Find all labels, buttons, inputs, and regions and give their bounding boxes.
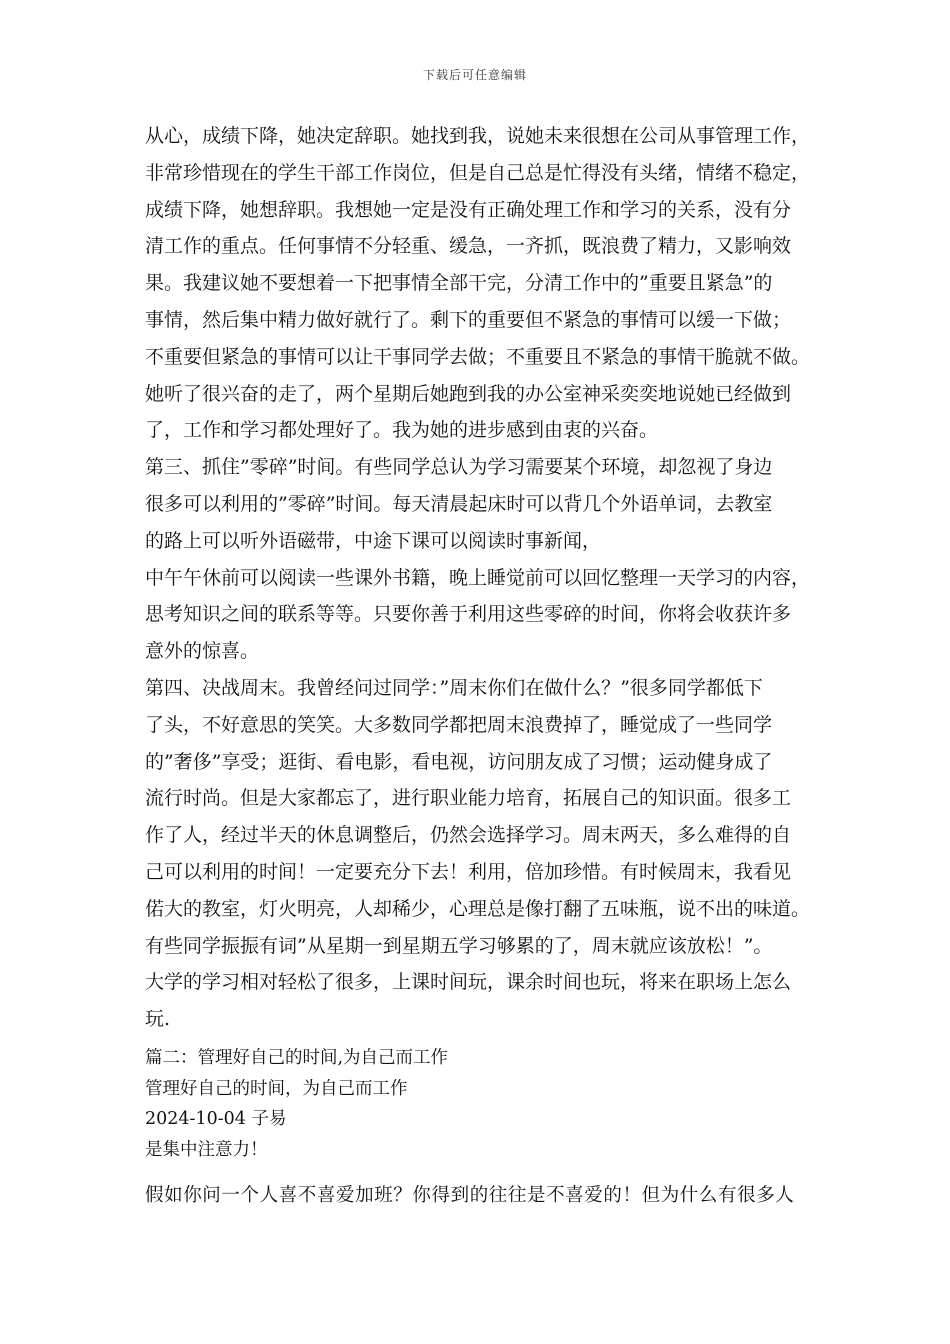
text-line: 从心，成绩下降，她决定辞职。她找到我，说她未来很想在公司从事管理工作，: [145, 125, 811, 147]
text-line: 中午午休前可以阅读一些课外书籍，晚上睡觉前可以回忆整理一天学习的内容，: [145, 566, 811, 589]
article-title: 管理好自己的时间，为自己而工作: [145, 1078, 408, 1099]
section-title: 篇二：管理好自己的时间,为自己而工作: [145, 1048, 449, 1068]
text-line: 了头，不好意思的笑笑。大多数同学都把周末浪费掉了，睡觉成了一些同学: [145, 713, 773, 736]
article-meta: 2024-10-04 子易: [145, 1109, 287, 1129]
text-line: 流行时尚。但是大家都忘了，进行职业能力培育，拓展自己的知识面。很多工: [145, 787, 792, 810]
text-line: 的路上可以听外语磁带，中途下课可以阅读时事新闻，: [145, 529, 602, 552]
text-line: 意外的惊喜。: [145, 640, 260, 663]
text-line: 有些同学振振有词”从星期一到星期五学习够累的了，周末就应该放松！”。: [145, 934, 773, 957]
text-line: 大学的学习相对轻松了很多，上课时间玩，课余时间也玩，将来在职场上怎么: [145, 971, 792, 994]
article-lead: 是集中注意力！: [145, 1139, 268, 1160]
text-line: 第四、决战周末。我曾经问过同学：”周末你们在做什么？”很多同学都低下: [145, 676, 763, 699]
text-line: 果。我建议她不要想着一下把事情全部干完，分清工作中的”重要且紧急”的: [145, 272, 773, 295]
text-line: 第三、抓住”零碎”时间。有些同学总认为学习需要某个环境，却忽视了身边: [145, 456, 773, 479]
page-header: 下载后可任意编辑: [422, 68, 527, 82]
text-line: 清工作的重点。任何事情不分轻重、缓急，一齐抓，既浪费了精力，又影响效: [145, 235, 792, 258]
section-block: [145, 1043, 825, 1165]
text-line: 了，工作和学习都处理好了。我为她的进步感到由衷的兴奋。: [145, 419, 659, 442]
text-line: 很多可以利用的”零碎”时间。每天清晨起床时可以背几个外语单词，去教室: [145, 492, 773, 515]
text-line: 偌大的教室，灯火明亮，人却稀少，心理总是像打翻了五味瓶，说不出的味道。: [145, 897, 811, 920]
text-line: 玩.: [145, 1008, 171, 1031]
text-line: 成绩下降，她想辞职。我想她一定是没有正确处理工作和学习的关系，没有分: [145, 198, 792, 221]
text-line: 的”奢侈”享受；逛街、看电影，看电视，访问朋友成了习惯；运动健身成了: [145, 750, 773, 773]
text-line: 思考知识之间的联系等等。只要你善于利用这些零碎的时间，你将会收获许多: [145, 603, 792, 626]
text-line: 己可以利用的时间！一定要充分下去！利用，倍加珍惜。有时候周末，我看见: [145, 860, 792, 883]
text-line: 她听了很兴奋的走了，两个星期后她跑到我的办公室神采奕奕地说她已经做到: [145, 382, 792, 405]
text-line: 假如你问一个人喜不喜爱加班？你得到的往往是不喜爱的！但为什么有很多人: [145, 1185, 795, 1206]
text-line: 不重要但紧急的事情可以让干事同学去做；不重要且不紧急的事情干脆就不做。: [145, 345, 811, 368]
text-line: 非常珍惜现在的学生干部工作岗位，但是自己总是忙得没有头绪，情绪不稳定，: [145, 161, 811, 184]
body-text: [145, 118, 825, 1038]
text-line: 作了人，经过半天的休息调整后，仍然会选择学习。周末两天，多么难得的自: [145, 824, 792, 847]
text-line: 事情，然后集中精力做好就行了。剩下的重要但不紧急的事情可以缓一下做；: [145, 308, 792, 331]
